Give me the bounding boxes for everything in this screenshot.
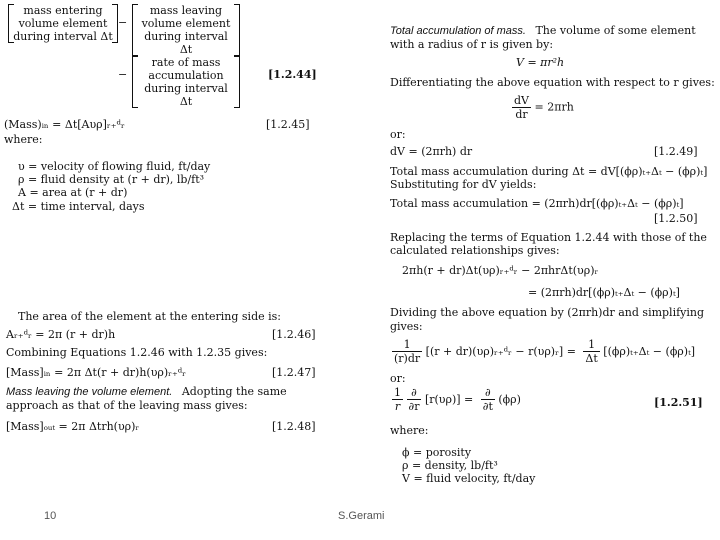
bracket-mass-accumulation: rate of mass accumulation during interval Δt (132, 56, 240, 108)
balance-equation-line-2: = (2πrh)dr[(ϕρ)ₜ₊Δₜ − (ϕρ)ₜ] (528, 286, 680, 299)
leaving-text-continued: approach as that of the leaving mass gives: (6, 399, 248, 412)
equation-number-1-2-46: [1.2.46] (272, 328, 316, 341)
mass-out-equation: [Mass]ₒᵤₜ = 2π Δtrh(υρ)ᵣ (6, 420, 140, 433)
or-label-1: or: (390, 128, 406, 141)
differentiating-text: Differentiating the above equation with respect to r gives: (390, 76, 715, 89)
equation-number-1-2-44: [1.2.44] (268, 68, 317, 81)
definition-area: A = area at (r + dr) (18, 186, 128, 199)
porosity-density-term: (ϕρ) (498, 393, 521, 406)
bracket-mass-leaving: mass leaving volume element during interval Δt (132, 4, 240, 56)
minus-sign: − (118, 16, 128, 29)
replacing-text: Replacing the terms of Equation 1.2.44 with those of the (390, 231, 707, 244)
author-footer: S.Gerami (338, 510, 385, 522)
dv-dr-fraction: $\frac{dV}{dr}$ (514, 94, 529, 121)
definition-fluid-velocity: V = fluid velocity, ft/day (402, 472, 536, 485)
continuity-equation (392, 386, 521, 413)
replacing-text-continued: calculated relationships gives: (390, 244, 560, 257)
balance-equation-line-1: 2πh(r + dr)Δt(υρ)ᵣ₊ᵈᵣ − 2πhrΔt(υρ)ᵣ (402, 264, 599, 277)
leaving-heading: Mass leaving the volume element. (6, 386, 173, 398)
leaving-text: Adopting the same (181, 385, 287, 398)
or-label-2: or: (390, 372, 406, 385)
accumulation-paragraph (390, 24, 696, 38)
storage-difference: [(ϕρ)ₜ₊Δₜ − (ϕρ)ₜ] (603, 345, 696, 358)
dividing-text: Dividing the above equation by (2πrh)dr and simplifying (390, 306, 705, 319)
where-label-right: where: (390, 424, 429, 437)
fraction-one-over-delta-t: $\frac{1}{\Delta t}$ (585, 338, 598, 365)
total-accumulation-equation: Total mass accumulation = (2πrh)dr[(ϕρ)ₜ₊Δₜ − (ϕρ)ₜ] (390, 197, 684, 210)
substituting-text: Substituting for dV yields: (390, 178, 537, 191)
area-intro-text: The area of the element at the entering side is: (18, 310, 281, 323)
mass-in-equation: (Mass)ᵢₙ = Δt[Aυρ]ᵣ₊ᵈᵣ (4, 118, 125, 131)
equation-number-1-2-47: [1.2.47] (272, 366, 316, 379)
equation-number-1-2-48: [1.2.48] (272, 420, 316, 433)
definition-density-right: ρ = density, lb/ft³ (402, 459, 498, 472)
equation-number-1-2-49: [1.2.49] (654, 145, 698, 158)
dv-dr-equation: $\frac{dV}{dr}$ = 2πrh (514, 94, 574, 121)
definition-porosity: ϕ = porosity (402, 446, 472, 459)
total-accumulation-during: Total mass accumulation during Δt = dV[(ϕρ)ₜ₊Δₜ − (ϕρ)ₜ] (390, 165, 708, 178)
radial-flux-term: [r(υρ)] = (424, 393, 474, 406)
mass-in-equation-1-2-47: [Mass]ᵢₙ = 2π Δt(r + dr)h(υρ)ᵣ₊ᵈᵣ (6, 366, 186, 379)
flux-difference: [(r + dr)(υρ)ᵣ₊ᵈᵣ − r(υρ)ᵣ] = (425, 345, 576, 358)
divided-equation (392, 338, 695, 365)
equation-number-1-2-45: [1.2.45] (266, 118, 310, 131)
equation-number-1-2-50: [1.2.50] (654, 212, 698, 225)
partial-t-operator: $\frac{\partial}{\partial t}$ (482, 386, 493, 413)
where-label: where: (4, 133, 43, 146)
equals-minus-sign: − (118, 68, 128, 81)
accumulation-text: The volume of some element (535, 24, 696, 37)
dv-equation: dV = (2πrh) dr (390, 145, 473, 158)
leaving-paragraph (6, 385, 287, 399)
area-equation: Aᵣ₊ᵈᵣ = 2π (r + dr)h (6, 328, 116, 341)
definition-density: ρ = fluid density at (r + dr), lb/ft³ (18, 173, 205, 186)
accumulation-heading: Total accumulation of mass. (390, 25, 526, 37)
gives-label: gives: (390, 320, 423, 333)
fraction-one-over-r: $\frac{1}{r}$ (394, 386, 401, 413)
equation-number-1-2-51: [1.2.51] (654, 396, 703, 409)
fraction-one-over-r-dr: $\frac{1}{(r)dr}$ (394, 338, 421, 365)
definition-time: Δt = time interval, days (12, 200, 145, 213)
bracket-mass-entering: mass entering volume element during interval Δt (8, 4, 118, 43)
volume-equation: V = πr²h (516, 56, 565, 69)
page-number: 10 (44, 510, 57, 522)
accumulation-text-continued: with a radius of r is given by: (390, 38, 554, 51)
partial-r-operator: $\frac{\partial}{\partial r}$ (408, 386, 420, 413)
combining-text: Combining Equations 1.2.46 with 1.2.35 gives: (6, 346, 268, 359)
definition-velocity: υ = velocity of flowing fluid, ft/day (18, 160, 211, 173)
